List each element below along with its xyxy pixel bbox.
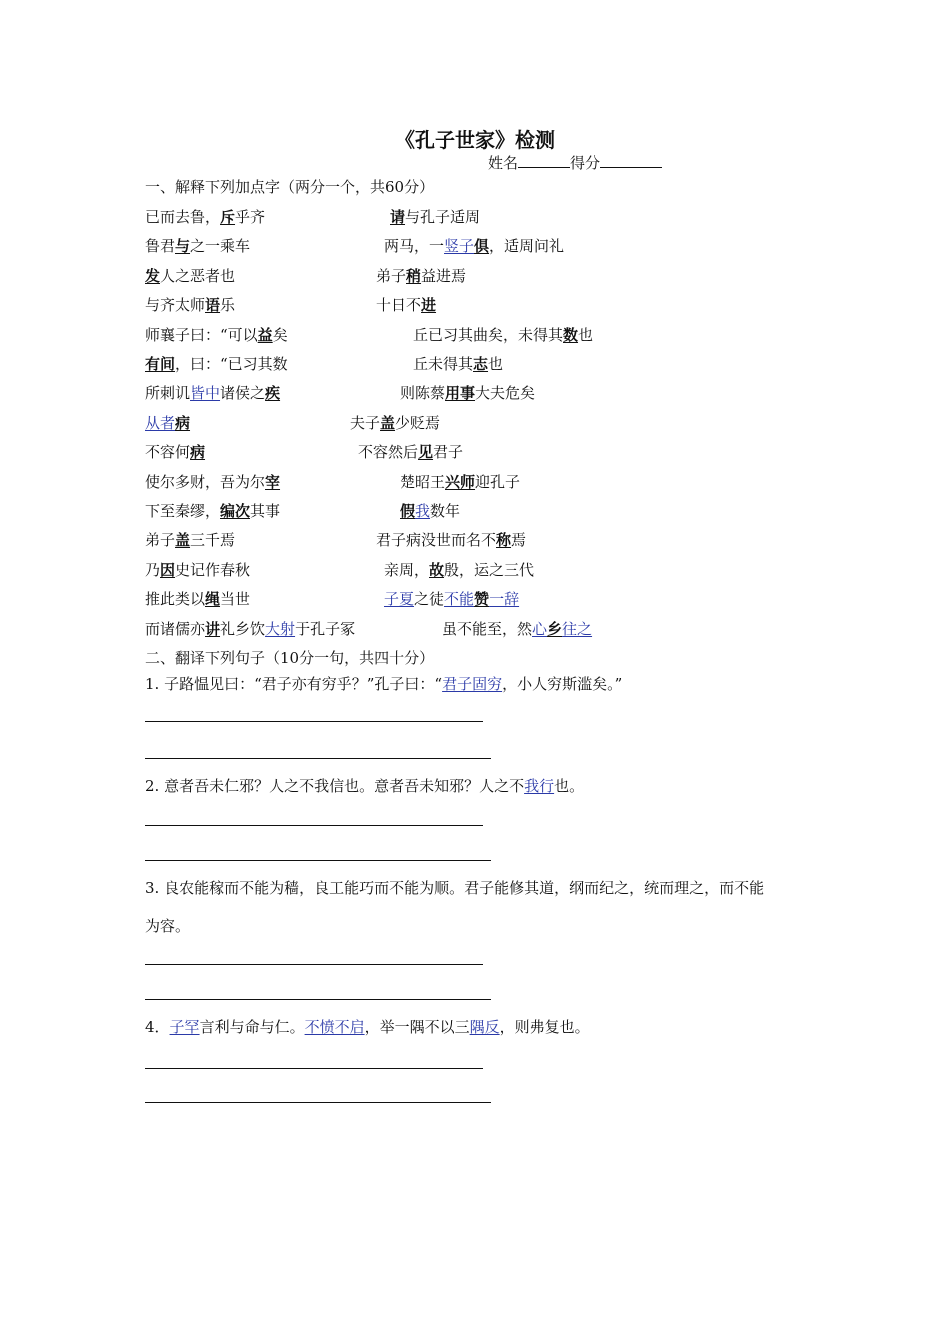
answer-line[interactable]	[145, 721, 483, 722]
text-segment: 君子病没世而名不	[376, 531, 497, 550]
linked-term[interactable]: 从者	[145, 413, 176, 432]
text-segment: 焉	[511, 531, 527, 550]
text-segment: 君子	[433, 443, 464, 462]
keyword-term: 俱	[474, 237, 490, 256]
text-segment: 数年	[430, 502, 461, 520]
vocab-item-right	[350, 413, 440, 433]
text-segment: ，曰：“已习其数	[175, 355, 288, 373]
keyword-term: 益	[257, 325, 273, 344]
text-segment: 也	[488, 355, 504, 373]
keyword-term: 编次	[220, 502, 251, 520]
linked-term[interactable]: 竖子	[444, 237, 475, 256]
vocab-item-right	[376, 530, 526, 550]
vocab-item-right	[376, 266, 466, 286]
vocab-item-left	[145, 619, 355, 639]
keyword-term: 宰	[265, 472, 281, 491]
question-3-line2	[145, 916, 190, 936]
text-segment: ，举一隅不以三	[364, 1018, 470, 1036]
keyword-term: 见	[418, 443, 434, 462]
answer-line[interactable]	[145, 999, 491, 1000]
keyword-term: 请	[390, 208, 406, 226]
vocab-item-right	[400, 383, 535, 403]
keyword-term: 与	[175, 237, 191, 256]
answer-line[interactable]	[145, 825, 483, 826]
answer-line[interactable]	[145, 1102, 491, 1103]
text-segment: 诸侯之	[220, 384, 266, 403]
text-segment: 使尔多财，吾为尔	[145, 472, 266, 491]
keyword-term: 因	[160, 560, 176, 579]
text-segment: 大夫危矣	[475, 384, 536, 403]
question-1	[145, 674, 622, 694]
vocab-item-right	[384, 589, 519, 609]
name-score-row	[488, 152, 662, 173]
vocab-item-left	[145, 295, 235, 315]
keyword-term: 进	[421, 296, 437, 315]
section1-heading: 一、解释下列加点字（两分一个，共60分）	[145, 178, 435, 196]
text-segment: 两马，一	[384, 237, 445, 256]
text-segment: 弟子	[145, 531, 176, 550]
question-4	[145, 1017, 590, 1037]
linked-term[interactable]: 不能	[444, 590, 475, 609]
vocab-item-left	[145, 589, 250, 609]
text-segment: 弟子	[376, 266, 407, 285]
page-title: 《孔子世家》检测	[395, 128, 555, 152]
vocab-item-right	[400, 501, 460, 521]
linked-term[interactable]: 皆中	[190, 384, 221, 403]
text-segment: 乎齐	[235, 208, 266, 226]
keyword-term: 志	[473, 355, 489, 373]
name-label: 姓名	[488, 154, 519, 172]
answer-line[interactable]	[145, 1068, 483, 1069]
question-2	[145, 776, 584, 796]
name-blank[interactable]	[518, 152, 570, 168]
keyword-term: 发	[145, 266, 161, 285]
text-segment: ，小人穷斯滥矣。”	[502, 675, 623, 693]
vocab-item-left	[145, 266, 235, 286]
vocab-item-right	[413, 354, 503, 374]
text-segment: 丘已习其曲矣，未得其	[413, 325, 564, 344]
vocab-item-left	[145, 442, 205, 462]
vocab-item-left	[145, 501, 280, 521]
linked-term[interactable]: 隅反	[469, 1018, 500, 1036]
keyword-term: 病	[190, 443, 206, 462]
keyword-term: 假	[400, 502, 416, 520]
keyword-term: 乡	[547, 619, 563, 638]
vocab-item-left	[145, 207, 265, 227]
text-segment: 3. 良农能稼而不能为穑，良工能巧而不能为顺。君子能修其道，纲而纪之，统而理之，而不能	[145, 879, 765, 897]
text-segment: 楚昭王	[400, 472, 446, 491]
text-segment: 亲周，	[384, 560, 430, 579]
keyword-term: 语	[205, 296, 221, 315]
text-segment: 十日不	[376, 296, 422, 315]
answer-line[interactable]	[145, 964, 483, 965]
vocab-item-right	[384, 236, 564, 256]
linked-term[interactable]: 我	[415, 502, 431, 520]
text-segment: 不容然后	[358, 443, 419, 462]
text-segment: 4．	[145, 1018, 170, 1036]
linked-term[interactable]: 君子固穷	[442, 675, 503, 693]
text-segment: 乐	[220, 296, 236, 315]
linked-term[interactable]: 子罕	[169, 1018, 200, 1036]
vocab-item-left	[145, 236, 250, 256]
linked-term[interactable]: 一辞	[489, 590, 520, 609]
vocab-item-right	[376, 295, 436, 315]
answer-line[interactable]	[145, 758, 491, 759]
text-segment: ，则弗复也。	[499, 1018, 590, 1036]
vocab-item-right	[358, 442, 463, 462]
linked-term[interactable]: 往之	[562, 619, 593, 638]
text-segment: 与孔子适周	[405, 208, 481, 226]
text-segment: 言利与命与仁。	[199, 1018, 305, 1036]
text-segment: 夫子	[350, 413, 381, 432]
keyword-term: 稍	[406, 266, 422, 285]
linked-term[interactable]: 子夏	[384, 590, 415, 609]
text-segment: 鲁君	[145, 237, 176, 256]
text-segment: 矣	[272, 325, 288, 344]
section2-heading: 二、翻译下列句子（10分一句，共四十分）	[145, 649, 435, 667]
text-segment: 2. 意者吾未仁邪？人之不我信也。意者吾未知邪？人之不	[145, 777, 525, 795]
text-segment: 三千焉	[190, 531, 236, 550]
text-segment: 下至秦缪，	[145, 502, 221, 520]
vocab-item-right	[400, 472, 520, 492]
text-segment: 师襄子曰：“可以	[145, 325, 258, 344]
text-segment: ，适周问礼	[489, 237, 565, 256]
keyword-term: 盖	[175, 531, 191, 550]
text-segment: 史记作春秋	[175, 560, 251, 579]
text-segment: 礼乡饮	[220, 619, 266, 638]
keyword-term: 病	[175, 413, 191, 432]
keyword-term: 讲	[205, 619, 221, 638]
text-segment: 为容。	[145, 917, 191, 935]
vocab-item-right	[390, 207, 480, 227]
text-segment: 殷，运之三代	[444, 560, 535, 579]
score-blank[interactable]	[600, 152, 662, 168]
vocab-item-left	[145, 413, 190, 433]
vocab-item-left	[145, 354, 288, 374]
text-segment: 已而去鲁，	[145, 208, 221, 226]
text-segment: 丘未得其	[413, 355, 474, 373]
keyword-term: 用事	[445, 384, 476, 403]
text-segment: 与齐太师	[145, 296, 206, 315]
question-3-line1	[145, 878, 764, 898]
text-segment: 推此类以	[145, 590, 206, 609]
vocab-item-right	[384, 560, 534, 580]
vocab-item-left	[145, 383, 280, 403]
text-segment: 则陈蔡	[400, 384, 446, 403]
answer-line[interactable]	[145, 860, 491, 861]
text-segment: 1. 子路愠见曰：“君子亦有穷乎？”孔子曰：“	[145, 675, 443, 693]
keyword-term: 疾	[265, 384, 281, 403]
vocab-item-left	[145, 325, 288, 345]
text-segment: 也	[578, 325, 594, 344]
keyword-term: 赞	[474, 590, 490, 609]
text-segment: 所刺讥	[145, 384, 191, 403]
score-label: 得分	[570, 154, 601, 172]
keyword-term: 故	[429, 560, 445, 579]
text-segment: 人之恶者也	[160, 266, 236, 285]
text-segment: 也。	[554, 777, 585, 795]
keyword-term: 盖	[380, 413, 396, 432]
linked-term[interactable]: 不愤不启	[304, 1018, 365, 1036]
text-segment: 虽不能至，然	[442, 619, 533, 638]
text-segment: 不容何	[145, 443, 191, 462]
text-segment: 乃	[145, 560, 161, 579]
keyword-term: 有间	[145, 355, 176, 373]
keyword-term: 斥	[220, 208, 236, 226]
linked-term[interactable]: 我行	[524, 777, 555, 795]
text-segment: 益进焉	[421, 266, 467, 285]
vocab-item-left	[145, 560, 250, 580]
text-segment: 而诸儒亦	[145, 619, 206, 638]
vocab-item-right	[442, 619, 592, 639]
keyword-term: 兴师	[445, 472, 476, 491]
text-segment: 其事	[250, 502, 281, 520]
text-segment: 之一乘车	[190, 237, 251, 256]
text-segment: 迎孔子	[475, 472, 521, 491]
vocab-item-left	[145, 472, 280, 492]
linked-term[interactable]: 心	[532, 619, 548, 638]
keyword-term: 称	[496, 531, 512, 550]
text-segment: 于孔子冢	[295, 619, 356, 638]
vocab-item-right	[413, 325, 593, 345]
text-segment: 当世	[220, 590, 251, 609]
keyword-term: 绳	[205, 590, 221, 609]
linked-term[interactable]: 大射	[265, 619, 296, 638]
text-segment: 之徒	[414, 590, 445, 609]
vocab-item-left	[145, 530, 235, 550]
text-segment: 少贬焉	[395, 413, 441, 432]
keyword-term: 数	[563, 325, 579, 344]
